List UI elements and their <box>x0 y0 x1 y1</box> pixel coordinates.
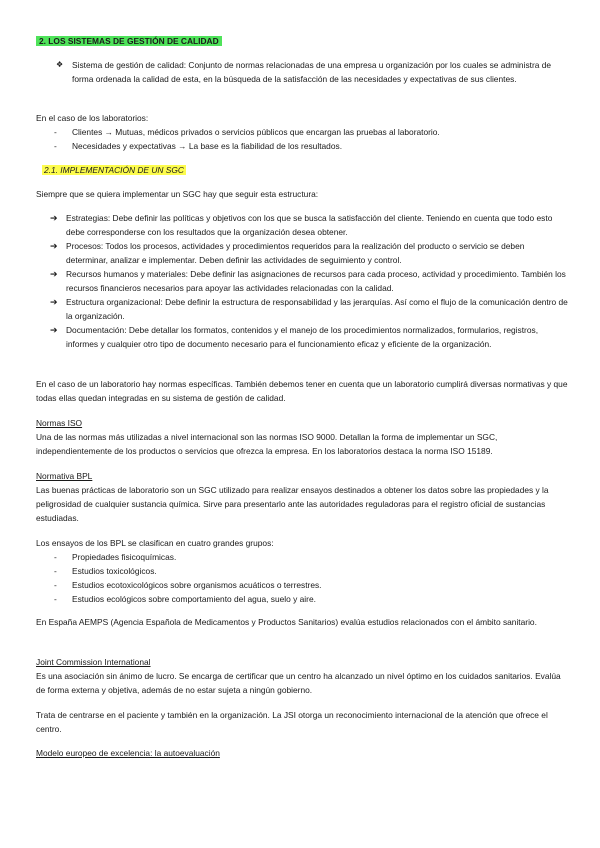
arrow-bullet-icon: ➔ <box>50 241 58 251</box>
bpl-groups-intro: Los ensayos de los BPL se clasifican en cuatro grandes grupos: <box>36 538 274 548</box>
labs-intro: En el caso de los laboratorios: <box>36 113 149 123</box>
lab-norms-text: En el caso de un laboratorio hay normas específicas. También debemos tener en cuenta que un laboratorio cumplirá diversas normativas y que todas ellas quedan integradas en su sistema de gestión de calidad. <box>36 379 568 403</box>
structure-item-text: Estrategias: Debe definir las políticas y objetivos con los que se busca la satisfacción del cliente. Teniendo en cuenta que todo esto debe corresponderse con los resultados que la organización desea obtener. <box>66 213 553 237</box>
list-item <box>36 564 568 578</box>
dash-bullet-icon: - <box>54 141 57 151</box>
structure-item-text: Recursos humanos y materiales: Debe definir las asignaciones de recursos para cada proceso, actividad y procedimiento. También los recursos financieros necesarios para apoyar las actividades relacionadas con la calidad. <box>66 269 566 293</box>
dash-bullet-icon: - <box>54 552 57 562</box>
dash-bullet-icon: - <box>54 566 57 576</box>
section-2-heading-block <box>36 34 568 48</box>
definition-block <box>36 58 568 86</box>
list-item <box>36 125 568 139</box>
structure-intro: Siempre que se quiera implementar un SGC hay que seguir esta estructura: <box>36 189 319 199</box>
labs-item-text: Necesidades y expectativas → La base es la fiabilidad de los resultados. <box>72 141 343 151</box>
labs-list <box>36 125 568 153</box>
spain-text: En España AEMPS (Agencia Española de Medicamentos y Productos Sanitarios) evalúa estudios relacionados con el ámbito sanitario. <box>36 617 537 627</box>
arrow-bullet-icon: ➔ <box>50 325 58 335</box>
list-item <box>36 267 568 295</box>
list-item <box>36 211 568 239</box>
jci-block-2 <box>36 708 568 736</box>
definition-text: Sistema de gestión de calidad: Conjunto de normas relacionadas de una empresa u organización por los cuales se administra de forma ordenada la calidad de esta, en la búsqueda de la satisfacción de las necesidades y expectativas de sus clientes. <box>72 60 552 84</box>
structure-list <box>36 211 568 351</box>
definition-item <box>36 58 568 86</box>
efqm-block <box>36 746 568 760</box>
dash-bullet-icon: - <box>54 594 57 604</box>
arrow-bullet-icon: ➔ <box>50 297 58 307</box>
iso-block <box>36 416 568 458</box>
bpl-text: Las buenas prácticas de laboratorio son un SGC utilizado para realizar ensayos destinados a obtener los datos sobre las propiedades y la peligrosidad de cualquier sustancia química. Sirve para presentarlo ante las autoridades reguladoras para el registro oficial de sustancias estudiadas. <box>36 485 549 523</box>
structure-item-text: Documentación: Debe detallar los formatos, contenidos y el manejo de los procedimientos normalizados, formularios, registros, informes y cualquier otro tipo de documento necesario para el funcionamiento eficaz y eficiente de la organización. <box>66 325 539 349</box>
section-2-title: 2. LOS SISTEMAS DE GESTIÓN DE CALIDAD <box>36 36 222 46</box>
bpl-group-text: Propiedades fisicoquímicas. <box>72 552 177 562</box>
section-21-heading-block <box>36 163 574 177</box>
dash-bullet-icon: - <box>54 127 57 137</box>
section-21-title: 2.1. IMPLEMENTACIÓN DE UN SGC <box>44 165 184 175</box>
lab-norms-block <box>36 377 568 405</box>
bpl-group-text: Estudios ecológicos sobre comportamiento del agua, suelo y aire. <box>72 594 316 604</box>
list-item <box>36 139 568 153</box>
list-item <box>36 592 568 606</box>
jci-text-1: Es una asociación sin ánimo de lucro. Se encarga de certificar que un centro ha alcanzado un nivel óptimo en los cuidados sanitarios. Evalúa de forma externa y objetiva, además de no estar sujeta a ningún gobierno. <box>36 671 561 695</box>
bpl-groups-list <box>36 550 568 606</box>
iso-heading: Normas ISO <box>36 418 83 428</box>
bpl-heading: Normativa BPL <box>36 471 93 481</box>
spain-block <box>36 615 568 629</box>
iso-text: Una de las normas más utilizadas a nivel internacional son las normas ISO 9000. Detallan la forma de implementar un SGC, independientemente de los productos o servicios que ofrezca la empresa. En los laboratorios destaca la norma ISO 15189. <box>36 432 498 456</box>
diamond-bullet-icon: ❖ <box>56 60 64 69</box>
arrow-bullet-icon: ➔ <box>50 213 58 223</box>
structure-list-block <box>36 211 568 351</box>
structure-item-text: Procesos: Todos los procesos, actividades y procedimientos requeridos para la realización del producto o servicio se deben determinar, analizar e implementar. Deben definir las actividades de seguimiento y control. <box>66 241 525 265</box>
efqm-heading: Modelo europeo de excelencia: la autoevaluación <box>36 748 220 758</box>
dash-bullet-icon: - <box>54 580 57 590</box>
list-item <box>36 578 568 592</box>
structure-intro-block <box>36 187 568 201</box>
list-item <box>36 295 568 323</box>
arrow-bullet-icon: ➔ <box>50 269 58 279</box>
bpl-block <box>36 469 568 525</box>
bpl-group-text: Estudios ecotoxicológicos sobre organismos acuáticos o terrestres. <box>72 580 322 590</box>
list-item <box>36 239 568 267</box>
list-item <box>36 550 568 564</box>
labs-block <box>36 111 568 153</box>
list-item <box>36 323 568 351</box>
jci-heading: Joint Commission International <box>36 657 151 667</box>
bpl-groups-block <box>36 536 568 606</box>
bpl-group-text: Estudios toxicológicos. <box>72 566 157 576</box>
jci-text-2: Trata de centrarse en el paciente y también en la organización. La JSI otorga un reconocimiento internacional de la atención que ofrece el centro. <box>36 710 548 734</box>
labs-item-text: Clientes → Mutuas, médicos privados o servicios públicos que encargan las pruebas al laboratorio. <box>72 127 440 137</box>
structure-item-text: Estructura organizacional: Debe definir la estructura de responsabilidad y las jerarquías. Así como el flujo de la comunicación dentro de la organización. <box>66 297 568 321</box>
jci-block <box>36 655 568 697</box>
